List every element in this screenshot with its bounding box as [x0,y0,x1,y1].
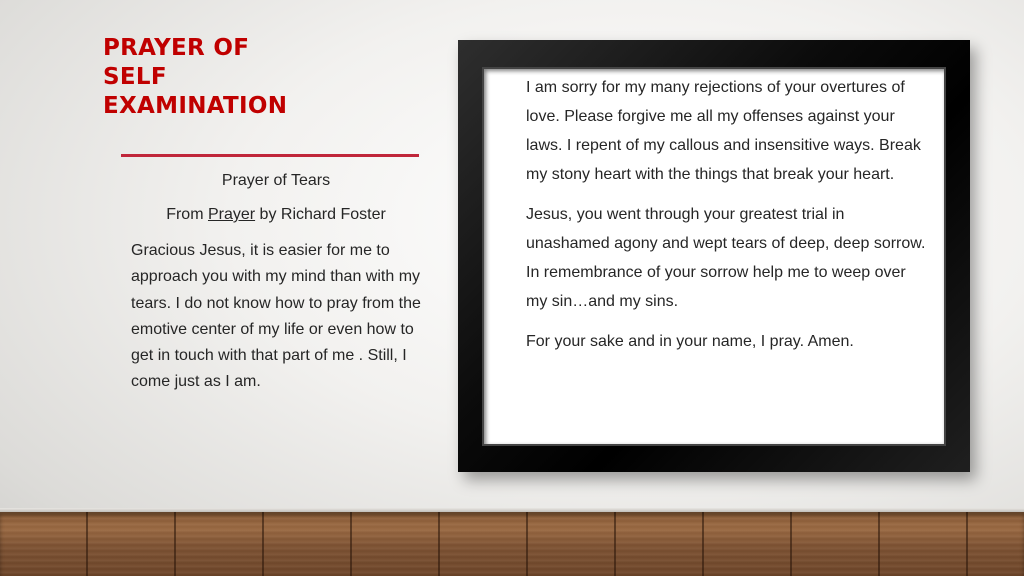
title-divider [121,154,419,157]
slide-title [103,34,343,121]
source-book-title: Prayer [207,206,256,223]
subtitle: Prayer of Tears [221,172,331,189]
wood-floor [0,512,1024,576]
prayer-paragraph-left: Gracious Jesus, it is easier for me to approach you with my mind than with my tears. I do not know how to pray from the emotive center of my life or even how to get in touch with that part of me . Still, I come just as I am. [131,242,421,391]
picture-frame [458,40,970,472]
frame-paragraph: Jesus, you went through your greatest trial in unashamed agony and wept tears of deep, deep sorrow. In remembrance of your sorrow help me to weep over my sin…and my sins. [526,206,926,310]
title-line: PRAYER OF [103,35,250,61]
frame-paragraph: I am sorry for my many rejections of your overtures of love. Please forgive me all my offenses against your laws. I repent of my callous and insensitive ways. Break my stony heart with the things that break your heart. [526,79,921,183]
frame-text-block [526,73,931,367]
frame-paragraph: For your sake and in your name, I pray. Amen. [526,333,854,350]
source-line [131,204,421,226]
left-text-block [131,170,421,396]
source-prefix: From [166,206,208,223]
title-line: SELF [103,64,167,90]
frame-canvas [484,69,944,444]
source-suffix: by Richard Foster [255,206,386,223]
title-line: EXAMINATION [103,93,288,119]
